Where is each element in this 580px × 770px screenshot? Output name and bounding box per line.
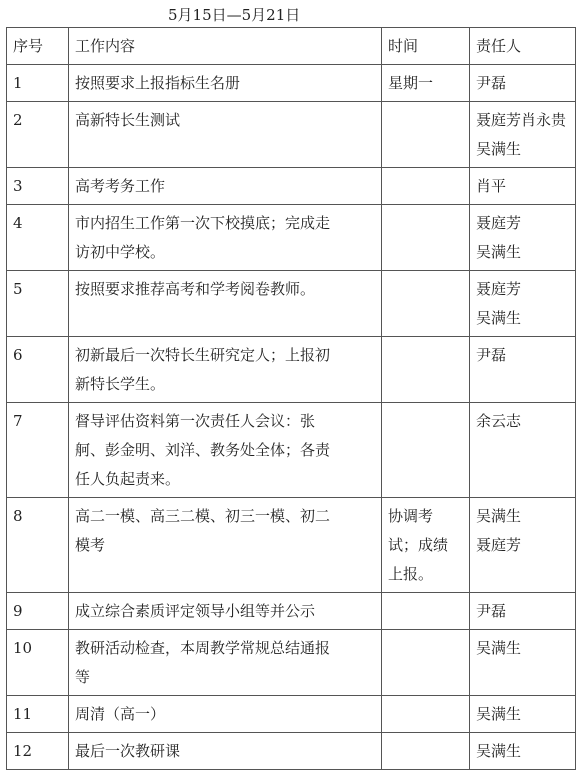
- row-number: 1: [7, 65, 69, 102]
- table-row: [7, 593, 576, 630]
- row-time: [382, 205, 470, 271]
- header-owner: 责任人: [470, 28, 576, 65]
- content-line: 按照要求推荐高考和学考阅卷教师。: [75, 280, 316, 298]
- row-owner: [470, 337, 576, 403]
- owner-line: 尹磊: [476, 74, 507, 92]
- row-content: [69, 337, 382, 403]
- content-line: 督导评估资料第一次责任人会议：张: [75, 412, 316, 430]
- owner-line: 余云志: [476, 412, 522, 430]
- row-owner: [470, 168, 576, 205]
- header-content: 工作内容: [69, 28, 382, 65]
- row-number: 2: [7, 102, 69, 168]
- row-content: [69, 102, 382, 168]
- table-row: [7, 102, 576, 168]
- owner-line: 聂庭芳: [476, 536, 522, 554]
- time-line: 上报。: [388, 565, 434, 583]
- content-line: 初新最后一次特长生研究定人；上报初: [75, 346, 331, 364]
- header-no: 序号: [7, 28, 69, 65]
- content-line: 最后一次教研课: [75, 742, 181, 760]
- owner-line: 吴满生: [476, 742, 522, 760]
- content-line: 成立综合素质评定领导小组等并公示: [75, 602, 316, 620]
- row-time: [382, 403, 470, 498]
- table-row: [7, 337, 576, 403]
- content-line: 高二一模、高三二模、初三一模、初二: [75, 507, 331, 525]
- row-owner: [470, 205, 576, 271]
- row-time: [382, 337, 470, 403]
- row-content: [69, 733, 382, 770]
- row-number: 12: [7, 733, 69, 770]
- row-owner: [470, 65, 576, 102]
- row-owner: [470, 593, 576, 630]
- content-line: 教研活动检查，本周教学常规总结通报: [75, 639, 331, 657]
- owner-line: 尹磊: [476, 602, 507, 620]
- time-line: 星期一: [388, 74, 434, 92]
- content-line: 访初中学校。: [75, 243, 166, 261]
- header-time: 时间: [382, 28, 470, 65]
- table-row: [7, 498, 576, 593]
- table-row: [7, 403, 576, 498]
- row-content: [69, 168, 382, 205]
- row-time: [382, 696, 470, 733]
- table-row: [7, 168, 576, 205]
- content-line: 任人负起责来。: [75, 470, 181, 488]
- content-line: 新特长学生。: [75, 375, 166, 393]
- row-content: [69, 403, 382, 498]
- owner-line: 尹磊: [476, 346, 507, 364]
- row-time: [382, 168, 470, 205]
- row-owner: [470, 733, 576, 770]
- owner-line: 肖平: [476, 177, 507, 195]
- row-time: [382, 593, 470, 630]
- owner-line: 吴满生: [476, 705, 522, 723]
- table-row: [7, 65, 576, 102]
- table-row: [7, 733, 576, 770]
- row-time: [382, 498, 470, 593]
- row-number: 9: [7, 593, 69, 630]
- owner-line: 聂庭芳: [476, 280, 522, 298]
- owner-line: 聂庭芳肖永贵: [476, 111, 567, 129]
- row-owner: [470, 271, 576, 337]
- row-number: 10: [7, 630, 69, 696]
- content-line: 按照要求上报指标生名册: [75, 74, 241, 92]
- row-number: 6: [7, 337, 69, 403]
- table-row: [7, 630, 576, 696]
- row-time: [382, 630, 470, 696]
- owner-line: 吴满生: [476, 309, 522, 327]
- owner-line: 聂庭芳: [476, 214, 522, 232]
- content-line: 周清（高一）: [75, 705, 166, 723]
- row-owner: [470, 102, 576, 168]
- row-content: [69, 65, 382, 102]
- row-time: [382, 733, 470, 770]
- row-content: [69, 696, 382, 733]
- content-line: 舸、彭金明、刘洋、教务处全体；各责: [75, 441, 331, 459]
- table-row: [7, 271, 576, 337]
- owner-line: 吴满生: [476, 639, 522, 657]
- table-header-row: [7, 28, 576, 65]
- row-number: 7: [7, 403, 69, 498]
- row-owner: [470, 630, 576, 696]
- row-content: [69, 271, 382, 337]
- row-owner: [470, 498, 576, 593]
- row-number: 4: [7, 205, 69, 271]
- row-number: 5: [7, 271, 69, 337]
- row-time: [382, 65, 470, 102]
- row-time: [382, 271, 470, 337]
- row-content: [69, 630, 382, 696]
- owner-line: 吴满生: [476, 140, 522, 158]
- time-line: 试；成绩: [388, 536, 449, 554]
- row-owner: [470, 403, 576, 498]
- row-number: 8: [7, 498, 69, 593]
- row-content: [69, 498, 382, 593]
- content-line: 市内招生工作第一次下校摸底；完成走: [75, 214, 331, 232]
- content-line: 高考考务工作: [75, 177, 166, 195]
- schedule-table: [6, 27, 576, 770]
- table-row: [7, 205, 576, 271]
- time-line: 协调考: [388, 507, 434, 525]
- content-line: 高新特长生测试: [75, 111, 181, 129]
- row-time: [382, 102, 470, 168]
- document-title: 5月15日—5月21日: [168, 6, 301, 24]
- content-line: 模考: [75, 536, 106, 554]
- table-row: [7, 696, 576, 733]
- row-owner: [470, 696, 576, 733]
- owner-line: 吴满生: [476, 243, 522, 261]
- row-content: [69, 205, 382, 271]
- row-number: 11: [7, 696, 69, 733]
- owner-line: 吴满生: [476, 507, 522, 525]
- row-number: 3: [7, 168, 69, 205]
- content-line: 等: [75, 668, 91, 686]
- row-content: [69, 593, 382, 630]
